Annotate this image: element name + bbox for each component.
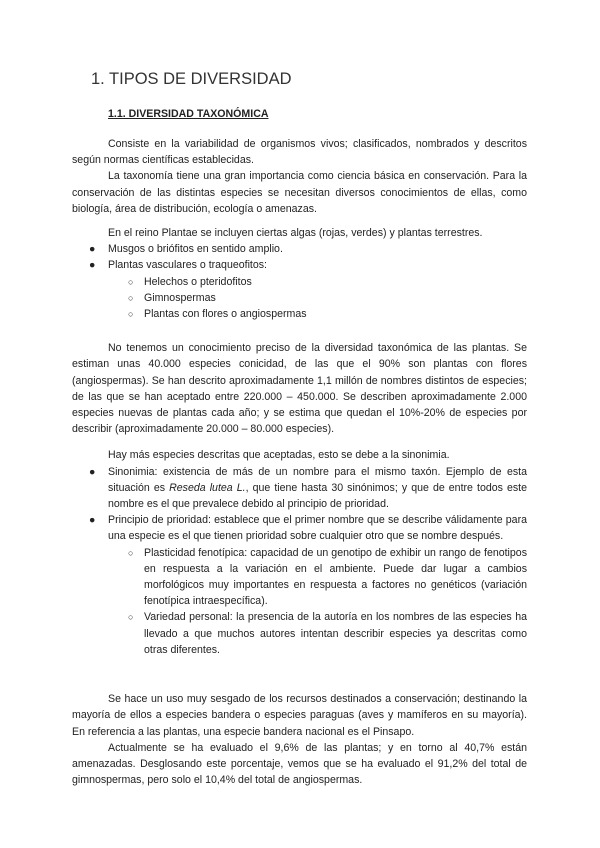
hollow-bullet-icon: ○	[128, 309, 134, 320]
synonymy-list	[72, 464, 527, 658]
section-heading: 1. TIPOS DE DIVERSIDAD	[91, 70, 292, 88]
hollow-bullet-icon: ○	[128, 612, 134, 623]
plant-groups-list	[72, 241, 527, 322]
sub-list-item: ○ Plasticidad fenotípica: capacidad de un genotipo de exhibir un rango de fenotipos en respuesta a la variación en el ambiente. Puede dar lugar a cambios morfológicos muy importantes en respuesta a factores no genéticos (variación fenotípica intraespecífica).	[128, 546, 527, 608]
paragraph-diversity-estimates: No tenemos un conocimiento preciso de la diversidad taxonómica de las plantas. Se estiman unas 40.000 especies conicidad, de las que el 90% son plantas con flores (angiospermas). Se han descrito aproximadamente 1,1 millón de nombres distintos de especies; de las que se han aceptado entre 220.000 – 450.000. Se describen aproximadamente 2.000 especies nuevas de plantas cada año; y se estima que quedan el 10%-20% de especies por describir (aproximadamente 20.000 – 80.000 especies).	[72, 342, 527, 436]
sub-list-item: ○ Variedad personal: la presencia de la autoría en los nombres de las especies ha llevado a que muchos autores intentan describir especies ya descritas como otras diferentes.	[128, 611, 527, 656]
list-item: ● Plantas vasculares o traqueofitos:	[72, 257, 527, 273]
hollow-bullet-icon: ○	[128, 292, 134, 303]
bullet-icon: ●	[89, 465, 96, 478]
paragraph-conservation-bias: Se hace un uso muy sesgado de los recursos destinados a conservación; destinando la mayoría de ellos a especies bandera o especies paraguas (aves y mamíferos en su mayoría). En referencia a las plantas, una especie bandera nacional es el Pinsapo.	[72, 693, 527, 738]
sub-list-item: ○ Gimnospermas	[72, 290, 527, 306]
document-body	[72, 136, 527, 788]
sub-list-item: ○ Plantas con flores o angiospermas	[72, 306, 527, 322]
bullet-icon: ●	[89, 514, 96, 527]
bullet-icon: ●	[89, 243, 96, 256]
list-item: ● Musgos o briófitos en sentido amplio.	[72, 241, 527, 257]
hollow-bullet-icon: ○	[128, 276, 134, 287]
list-item: ● Principio de prioridad: establece que el primer nombre que se describe válidamente para una especie es el que tienen prioridad sobre cualquier otro que se nombre después.	[89, 514, 527, 543]
bullet-icon: ●	[89, 259, 96, 272]
subsection-heading: 1.1. DIVERSIDAD TAXONÓMICA	[108, 108, 269, 120]
list-item: ● Sinonimia: existencia de más de un nombre para el mismo taxón. Ejemplo de esta situación es Reseda lutea L., que tiene hasta 30 sinónimos; y que de entre todos este nombre es el que prevalece debido al principio de prioridad.	[89, 465, 527, 511]
paragraph-synonymy: Hay más especies descritas que aceptadas, esto se debe a la sinonimia.	[108, 449, 450, 462]
sub-list-item: ○ Helechos o pteridofitos	[72, 274, 527, 290]
paragraph-taxonomy: La taxonomía tiene una gran importancia como ciencia básica en conservación. Para la conservación de las distintas especies se necesitan diversos conocimientos de ellas, como biología, área de distribución, ecología o amenazas.	[72, 170, 527, 215]
paragraph-definition: Consiste en la variabilidad de organismos vivos; clasificados, nombrados y descritos según normas científicas establecidas.	[72, 138, 527, 167]
paragraph-evaluation: Actualmente se ha evaluado el 9,6% de las plantas; y en torno al 40,7% están amenazadas. Desglosando este porcentaje, vemos que se ha evaluado el 91,2% del total de gimnospermas, pero solo el 10,4% del total de angiospermas.	[72, 741, 527, 787]
paragraph-plantae: En el reino Plantae se incluyen ciertas algas (rojas, verdes) y plantas terrestres.	[108, 227, 483, 240]
hollow-bullet-icon: ○	[128, 547, 134, 558]
